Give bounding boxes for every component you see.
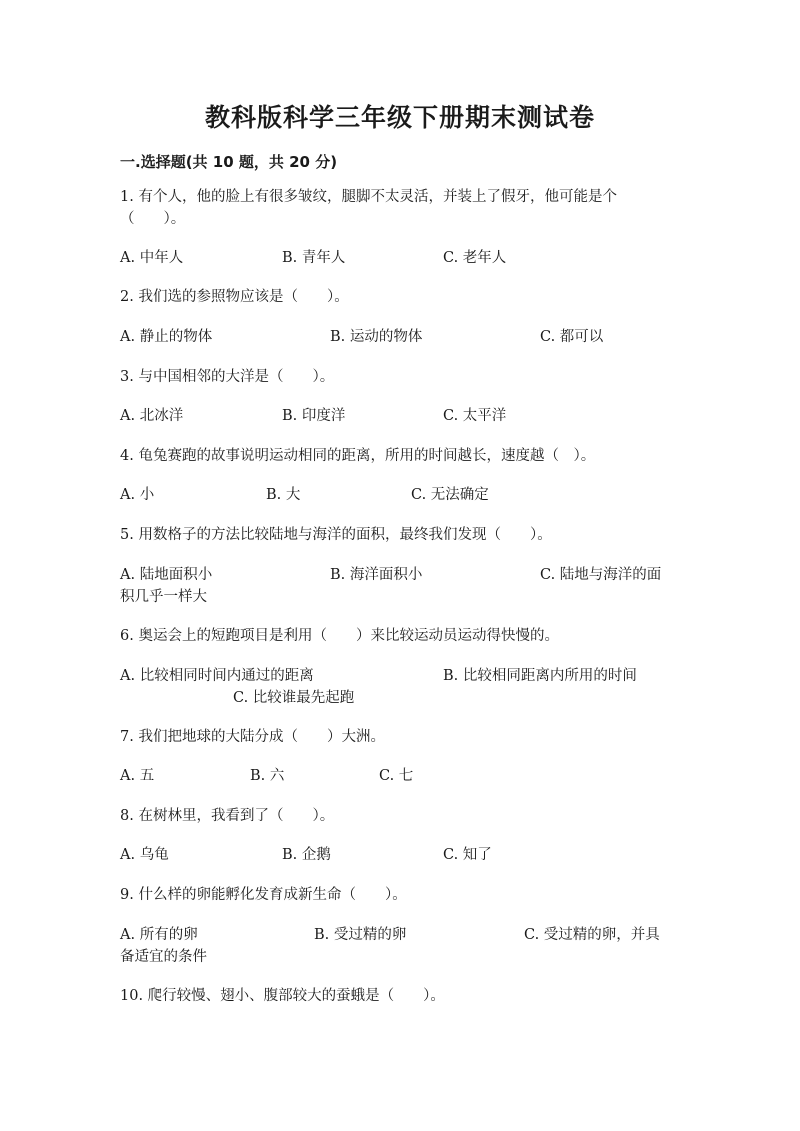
question-5-text: 5. 用数格子的方法比较陆地与海洋的面积，最终我们发现（ ）。: [120, 527, 552, 543]
question-4-option-a: A. 小: [120, 487, 155, 503]
question-6-option-c: C. 比较谁最先起跑: [233, 690, 355, 706]
question-2-option-a: A. 静止的物体: [120, 329, 213, 345]
question-8-option-c: C. 知了: [443, 847, 492, 863]
question-6-option-b: B. 比较相同距离内所用的时间: [443, 668, 637, 684]
question-5-option-c: C. 陆地与海洋的面: [540, 567, 662, 583]
question-9-text: 9. 什么样的卵能孵化发育成新生命（ ）。: [120, 887, 407, 903]
question-1-text-cont: （ ）。: [120, 211, 186, 227]
question-3-text: 3. 与中国相邻的大洋是（ ）。: [120, 369, 335, 385]
question-8-option-b: B. 企鹅: [282, 847, 331, 863]
page-title: 教科版科学三年级下册期末测试卷: [204, 103, 595, 132]
question-1-option-b: B. 青年人: [282, 250, 346, 266]
question-2-option-c: C. 都可以: [540, 329, 604, 345]
question-8-option-a: A. 乌龟: [120, 847, 169, 863]
question-7-text: 7. 我们把地球的大陆分成（ ）大洲。: [120, 729, 385, 745]
question-1-option-c: C. 老年人: [443, 250, 507, 266]
question-5-option-a: A. 陆地面积小: [120, 567, 213, 583]
question-4-option-b: B. 大: [266, 487, 301, 503]
question-3-option-b: B. 印度洋: [282, 408, 346, 424]
question-4-text: 4. 龟兔赛跑的故事说明运动相同的距离，所用的时间越长，速度越（ ）。: [120, 448, 596, 464]
question-5-option-b: B. 海洋面积小: [330, 567, 423, 583]
question-2-option-b: B. 运动的物体: [330, 329, 423, 345]
question-3-option-a: A. 北冰洋: [120, 408, 184, 424]
question-7-option-a: A. 五: [120, 768, 155, 784]
question-3-option-c: C. 太平洋: [443, 408, 507, 424]
question-10-text: 10. 爬行较慢、翅小、腹部较大的蚕蛾是（ ）。: [120, 988, 445, 1004]
question-9-option-c: C. 受过精的卵，并具: [524, 927, 660, 943]
question-9-option-c-cont: 备适宜的条件: [120, 949, 207, 965]
section-heading: 一.选择题(共 10 题，共 20 分): [120, 153, 338, 171]
question-6-option-a: A. 比较相同时间内通过的距离: [120, 668, 314, 684]
question-2-text: 2. 我们选的参照物应该是（ ）。: [120, 289, 349, 305]
question-7-option-c: C. 七: [379, 768, 414, 784]
question-4-option-c: C. 无法确定: [411, 487, 489, 503]
question-9-option-a: A. 所有的卵: [120, 927, 198, 943]
question-8-text: 8. 在树林里，我看到了（ ）。: [120, 808, 335, 824]
question-5-option-c-cont: 积几乎一样大: [120, 589, 207, 605]
question-1-option-a: A. 中年人: [120, 250, 184, 266]
question-7-option-b: B. 六: [250, 768, 285, 784]
question-9-option-b: B. 受过精的卵: [314, 927, 407, 943]
question-6-text: 6. 奥运会上的短跑项目是利用（ ）来比较运动员运动得快慢的。: [120, 628, 559, 644]
question-1-text: 1. 有个人，他的脸上有很多皱纹，腿脚不太灵活，并装上了假牙，他可能是个: [120, 189, 617, 205]
